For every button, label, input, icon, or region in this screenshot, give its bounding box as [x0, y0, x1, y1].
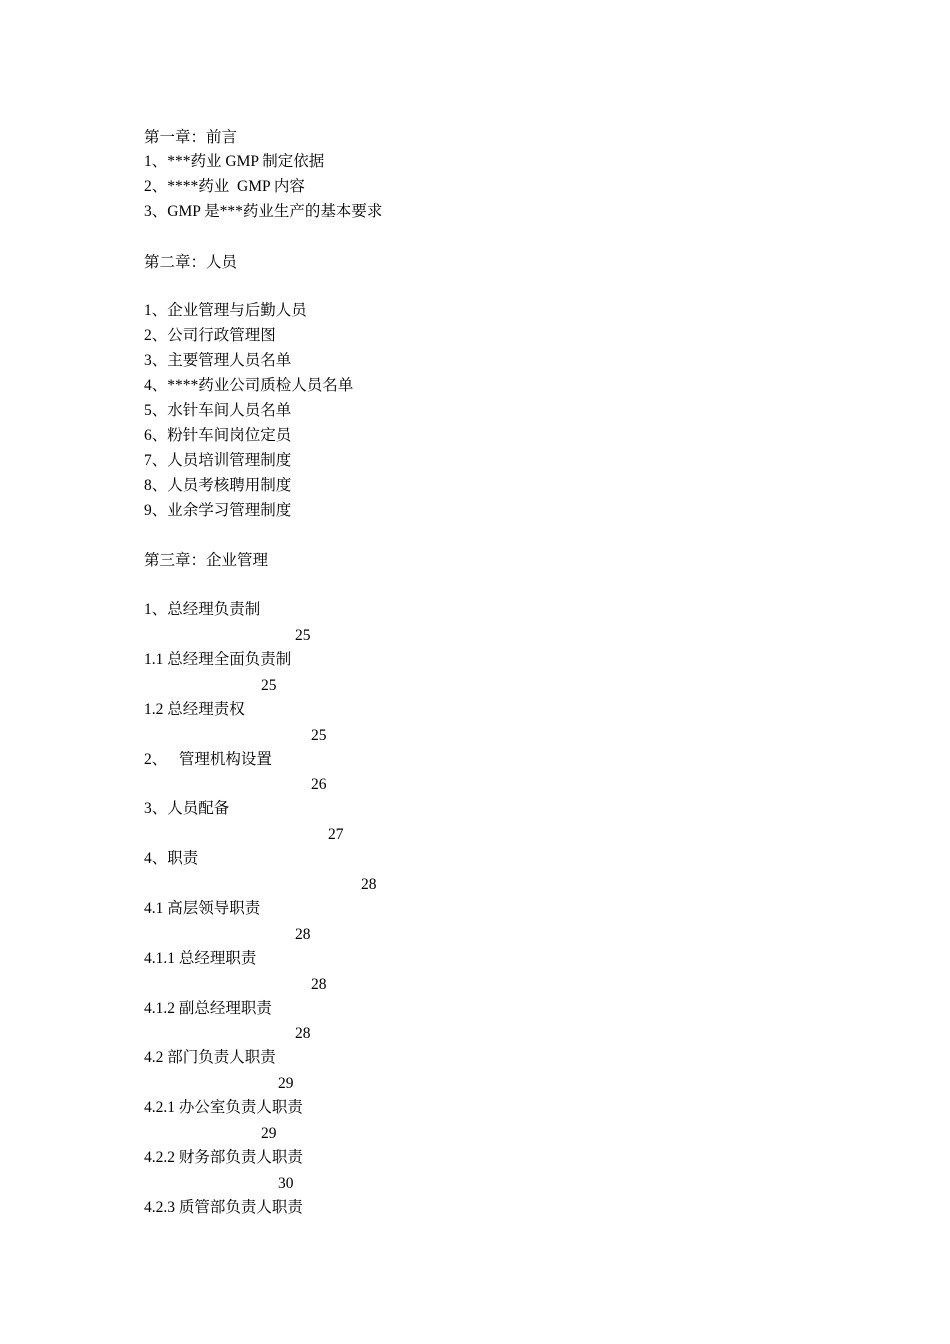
toc-entry-title: 1.2 总经理责权	[144, 701, 245, 718]
preface-item: 3、GMP 是***药业生产的基本要求	[144, 203, 383, 220]
toc-entry-page: 28	[361, 876, 377, 893]
toc-entry-title: 4.2.3 质管部负责人职责	[144, 1199, 303, 1216]
toc-entry-title: 2、 管理机构设置	[144, 751, 272, 768]
toc-entry-title: 4.1.2 副总经理职责	[144, 1000, 272, 1017]
personnel-item: 6、粉针车间岗位定员	[144, 427, 292, 444]
personnel-item: 1、企业管理与后勤人员	[144, 302, 307, 319]
personnel-item: 5、水针车间人员名单	[144, 402, 292, 419]
toc-entry-page: 25	[311, 727, 327, 744]
toc-entry-page: 25	[261, 677, 277, 694]
toc-entry-title: 4.2 部门负责人职责	[144, 1049, 276, 1066]
chapter-1-heading: 第一章：前言	[144, 129, 238, 146]
toc-entry-page: 28	[311, 976, 327, 993]
toc-entry-page: 26	[311, 776, 327, 793]
toc-entry-title: 4.1 高层领导职责	[144, 900, 261, 917]
toc-entry-page: 29	[278, 1075, 294, 1092]
toc-entry-title: 3、人员配备	[144, 800, 230, 817]
toc-entry-title: 1、总经理负责制	[144, 601, 261, 618]
personnel-item: 9、业余学习管理制度	[144, 502, 292, 519]
chapter-2-heading: 第二章：人员	[144, 254, 238, 271]
toc-entry-page: 30	[278, 1175, 294, 1192]
toc-entry-title: 1.1 总经理全面负责制	[144, 651, 292, 668]
toc-entry-page: 27	[328, 826, 344, 843]
personnel-item: 4、****药业公司质检人员名单	[144, 377, 354, 394]
toc-entry-title: 4.2.1 办公室负责人职责	[144, 1099, 303, 1116]
preface-item: 1、***药业 GMP 制定依据	[144, 153, 325, 170]
toc-entry-title: 4.1.1 总经理职责	[144, 950, 257, 967]
personnel-item: 3、主要管理人员名单	[144, 352, 292, 369]
chapter-3-heading: 第三章：企业管理	[144, 552, 269, 569]
toc-entry-page: 29	[261, 1125, 277, 1142]
toc-entry-page: 28	[295, 926, 311, 943]
personnel-item: 7、人员培训管理制度	[144, 452, 292, 469]
preface-item: 2、****药业 GMP 内容	[144, 178, 305, 195]
toc-entry-page: 28	[295, 1025, 311, 1042]
personnel-item: 2、公司行政管理图	[144, 327, 276, 344]
toc-entry-title: 4.2.2 财务部负责人职责	[144, 1149, 303, 1166]
personnel-item: 8、人员考核聘用制度	[144, 477, 292, 494]
toc-entry-page: 25	[295, 627, 311, 644]
toc-entry-title: 4、职责	[144, 850, 199, 867]
